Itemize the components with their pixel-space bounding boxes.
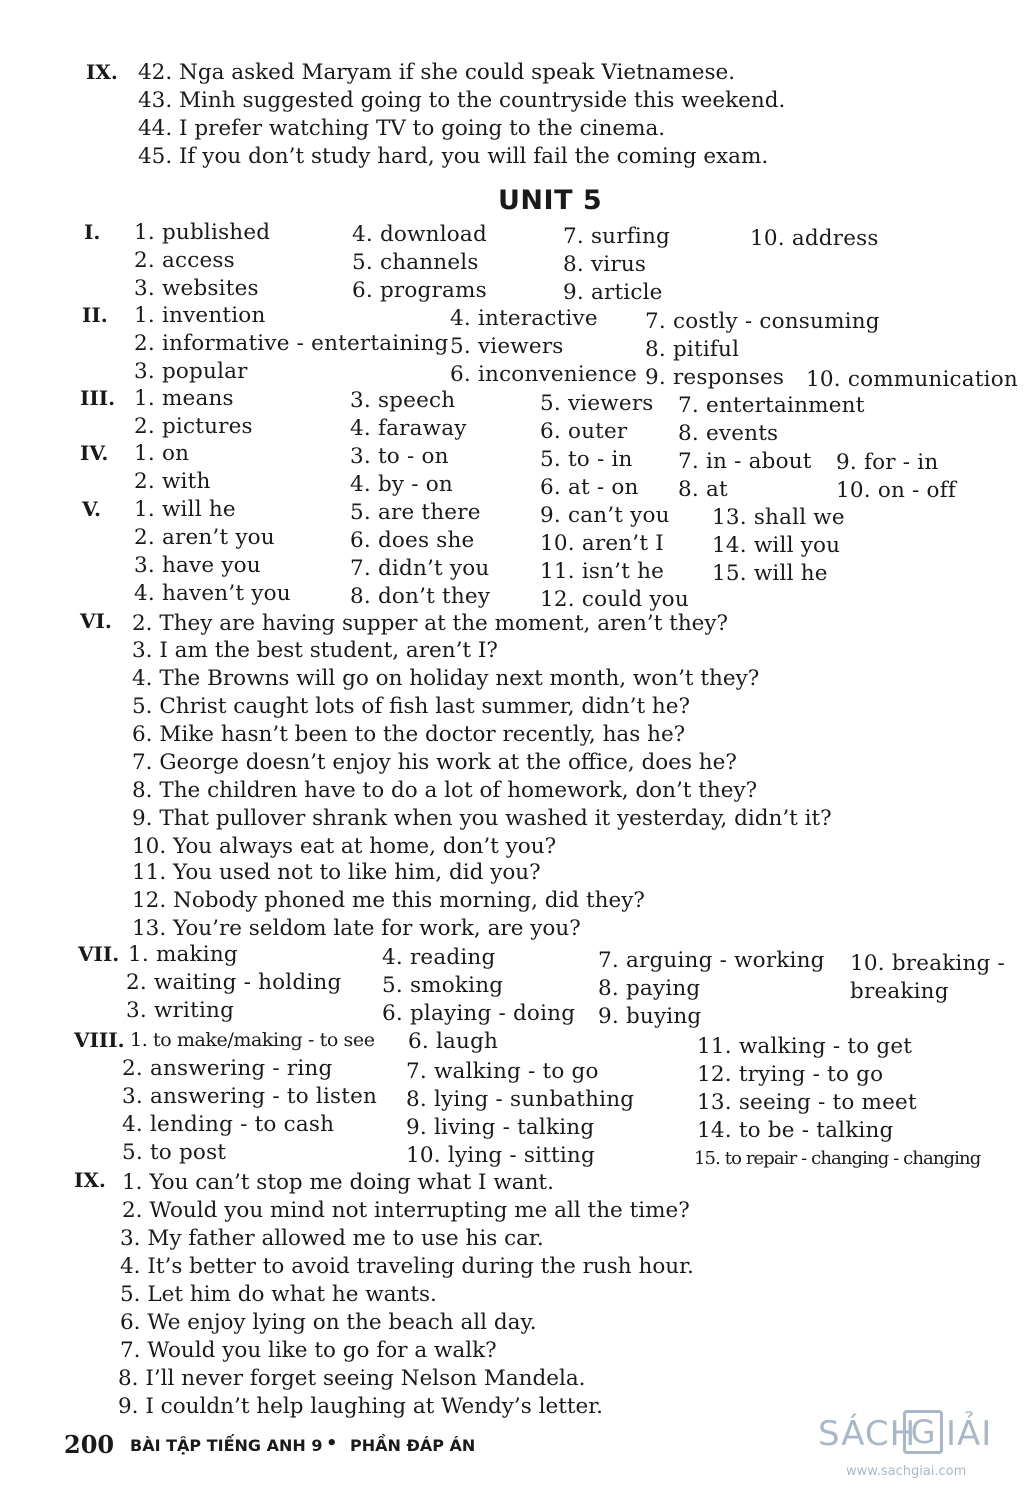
- answer-cell: 3. have you: [134, 553, 261, 578]
- answer-cell: 2. with: [134, 469, 211, 494]
- answer-line: 9. I couldn’t help laughing at Wendy’s letter.: [118, 1394, 603, 1419]
- answer-cell: 7. walking - to go: [406, 1059, 599, 1084]
- answer-cell: 8. virus: [563, 252, 647, 277]
- answer-cell: 3. writing: [126, 998, 235, 1023]
- answer-cell: 8. paying: [598, 976, 701, 1001]
- answer-line: 8. I’ll never forget seeing Nelson Mandela.: [118, 1366, 586, 1391]
- page-number: 200: [64, 1430, 115, 1459]
- answer-line: 7. Would you like to go for a walk?: [120, 1338, 497, 1363]
- answer-cell: 9. responses: [645, 365, 785, 390]
- answer-cell: 10. address: [750, 226, 879, 251]
- answer-line: 4. The Browns will go on holiday next month, won’t they?: [132, 666, 760, 691]
- answer-cell: 3. to - on: [350, 444, 449, 469]
- answer-cell: 10. aren’t I: [540, 531, 664, 556]
- answer-cell: 5. viewers: [540, 391, 654, 416]
- answer-line: 10. You always eat at home, don’t you?: [132, 834, 557, 859]
- answer-line: 1. You can’t stop me doing what I want.: [122, 1170, 554, 1195]
- answer-cell: 6. inconvenience: [450, 362, 638, 387]
- answer-cell: 8. at: [678, 477, 728, 502]
- answer-line: 5. Christ caught lots of fish last summer, didn’t he?: [132, 694, 691, 719]
- answer-cell: 7. costly - consuming: [645, 309, 880, 334]
- answer-line: 12. Nobody phoned me this morning, did they?: [132, 888, 645, 913]
- answer-cell: 10. communication: [806, 367, 1018, 392]
- answer-line: 9. That pullover shrank when you washed it yesterday, didn’t it?: [132, 806, 832, 831]
- answer-cell: 14. to be - talking: [697, 1118, 894, 1143]
- answer-line: 4. It’s better to avoid traveling during the rush hour.: [120, 1254, 694, 1279]
- answer-cell: 4. lending - to cash: [122, 1112, 335, 1137]
- answer-cell: 9. living - talking: [406, 1115, 595, 1140]
- answer-cell: 7. surfing: [563, 224, 670, 249]
- answer-cell: 5. viewers: [450, 334, 564, 359]
- answer-cell: 1. will he: [134, 497, 236, 522]
- answer-cell: 11. isn’t he: [540, 559, 665, 584]
- answer-cell: 5. to post: [122, 1140, 227, 1165]
- answer-cell: 2. pictures: [134, 414, 253, 439]
- answer-cell: 3. answering - to listen: [122, 1084, 378, 1109]
- answer-cell: 1. means: [134, 386, 234, 411]
- answer-cell: 10. on - off: [836, 478, 957, 503]
- answer-cell: 7. arguing - working: [598, 948, 825, 973]
- watermark-logo-icon: [903, 1410, 943, 1454]
- answer-line: 3. I am the best student, aren’t I?: [132, 638, 498, 663]
- answer-cell: 9. for - in: [836, 450, 939, 475]
- answer-cell: 4. faraway: [350, 416, 467, 441]
- answer-cell: 2. informative - entertaining: [134, 331, 449, 356]
- footer-bullet: •: [326, 1433, 338, 1454]
- answer-cell: 8. don’t they: [350, 584, 491, 609]
- answer-line: 2. Would you mind not interrupting me all the time?: [122, 1198, 690, 1223]
- answer-cell: 8. events: [678, 421, 779, 446]
- section-label: VIII.: [74, 1028, 125, 1052]
- section-label: II.: [82, 303, 108, 327]
- answer-cell: 6. laugh: [408, 1029, 499, 1054]
- answer-cell: 10. lying - sitting: [406, 1143, 595, 1168]
- answer-line: 6. We enjoy lying on the beach all day.: [120, 1310, 537, 1335]
- answer-cell: 1. on: [134, 441, 190, 466]
- answer-cell: 8. lying - sunbathing: [406, 1087, 635, 1112]
- answer-line: 45. If you don’t study hard, you will fail the coming exam.: [138, 144, 769, 169]
- answer-cell: 12. trying - to go: [697, 1062, 884, 1087]
- answer-cell: 7. entertainment: [678, 393, 865, 418]
- answer-line: 8. The children have to do a lot of homework, don’t they?: [132, 778, 758, 803]
- answer-line: 11. You used not to like him, did you?: [132, 860, 541, 885]
- section-label: VI.: [80, 609, 112, 633]
- answer-cell: 13. seeing - to meet: [697, 1090, 917, 1115]
- answer-line: 13. You’re seldom late for work, are you?: [132, 916, 581, 941]
- part-title: PHẦN ĐÁP ÁN: [350, 1436, 476, 1455]
- answer-cell: 4. reading: [382, 945, 496, 970]
- answer-cell: 5. to - in: [540, 447, 633, 472]
- answer-line: 44. I prefer watching TV to going to the cinema.: [138, 116, 666, 141]
- answer-cell: 5. channels: [352, 250, 479, 275]
- section-label: I.: [84, 220, 101, 244]
- answer-cell: 2. answering - ring: [122, 1056, 333, 1081]
- watermark-brand-left: SÁCH: [818, 1414, 917, 1454]
- answer-line: 43. Minh suggested going to the countryside this weekend.: [138, 88, 786, 113]
- answer-cell: 6. does she: [350, 528, 475, 553]
- answer-cell: 7. didn’t you: [350, 556, 490, 581]
- unit-title: UNIT 5: [498, 185, 603, 216]
- answer-cell: breaking: [850, 979, 949, 1004]
- answer-cell: 1. published: [134, 220, 271, 245]
- answer-cell: 15. to repair - changing - changing: [694, 1148, 981, 1169]
- watermark-brand-right: IẢI: [946, 1414, 993, 1454]
- answer-cell: 2. access: [134, 248, 235, 273]
- answer-cell: 5. smoking: [382, 973, 504, 998]
- section-label: V.: [82, 497, 101, 521]
- answer-cell: 6. playing - doing: [382, 1001, 576, 1026]
- answer-cell: 15. will he: [712, 561, 828, 586]
- answer-line: 42. Nga asked Maryam if she could speak Vietnamese.: [138, 60, 736, 85]
- answer-cell: 1. making: [128, 942, 238, 967]
- answer-cell: 9. article: [563, 280, 663, 305]
- answer-cell: 9. buying: [598, 1004, 702, 1029]
- answer-cell: 14. will you: [712, 533, 841, 558]
- answer-cell: 4. interactive: [450, 306, 598, 331]
- answer-cell: 6. programs: [352, 278, 487, 303]
- answer-cell: 3. popular: [134, 359, 248, 384]
- answer-cell: 6. at - on: [540, 475, 639, 500]
- answer-line: 7. George doesn’t enjoy his work at the office, does he?: [132, 750, 737, 775]
- answer-cell: 3. speech: [350, 388, 456, 413]
- answer-cell: 12. could you: [540, 587, 689, 612]
- answer-cell: 4. download: [352, 222, 487, 247]
- answer-cell: 8. pitiful: [645, 337, 740, 362]
- answer-cell: 5. are there: [350, 500, 481, 525]
- watermark-url: www.sachgiai.com: [846, 1464, 967, 1479]
- watermark-brand-box: G: [910, 1413, 936, 1451]
- section-label: III.: [80, 386, 116, 410]
- book-title: BÀI TẬP TIẾNG ANH 9: [130, 1436, 323, 1455]
- answer-cell: 1. to make/making - to see: [130, 1029, 375, 1051]
- section-label: IV.: [80, 441, 109, 465]
- answer-line: 2. They are having supper at the moment, aren’t they?: [132, 611, 729, 636]
- answer-cell: 9. can’t you: [540, 503, 670, 528]
- answer-cell: 13. shall we: [712, 505, 845, 530]
- answer-cell: 2. waiting - holding: [126, 970, 342, 995]
- section-label: VII.: [78, 942, 120, 966]
- answer-cell: 3. websites: [134, 276, 259, 301]
- section-label: IX.: [86, 60, 118, 84]
- answer-line: 6. Mike hasn’t been to the doctor recently, has he?: [132, 722, 686, 747]
- answer-cell: 7. in - about: [678, 449, 812, 474]
- answer-line: 5. Let him do what he wants.: [120, 1282, 437, 1307]
- answer-cell: 1. invention: [134, 303, 266, 328]
- answer-cell: 6. outer: [540, 419, 628, 444]
- answer-cell: 2. aren’t you: [134, 525, 275, 550]
- answer-line: 3. My father allowed me to use his car.: [120, 1226, 544, 1251]
- section-label: IX.: [74, 1168, 106, 1192]
- answer-cell: 4. haven’t you: [134, 581, 291, 606]
- answer-cell: 10. breaking -: [850, 951, 1006, 976]
- answer-cell: 4. by - on: [350, 472, 453, 497]
- answer-cell: 11. walking - to get: [697, 1034, 913, 1059]
